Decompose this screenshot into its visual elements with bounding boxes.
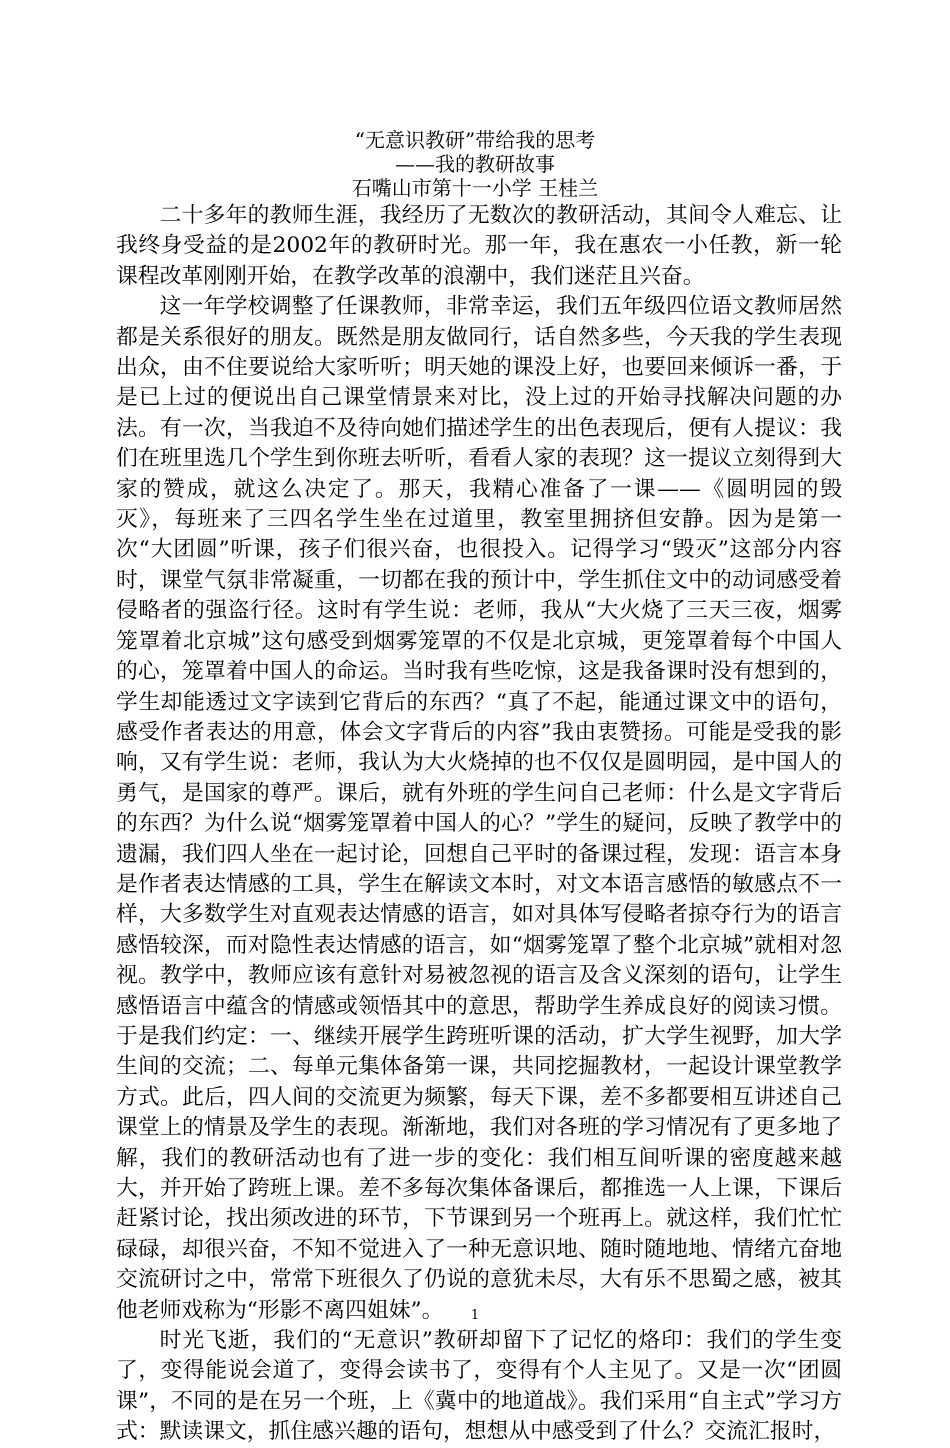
document-title: “无意识教研”带给我的思考 <box>354 128 596 152</box>
paragraph-1: 二十多年的教师生涯，我经历了无数次的教研活动，其间令人难忘、让我终身受益的是2002年的教研时光。那一年，我在惠农一小任教，新一轮课程改革刚刚开始，在教学改革的浪潮中，我们迷茫且兴奋。 <box>116 203 842 289</box>
document-byline: 石嘴山市第十一小学 王桂兰 <box>351 176 599 200</box>
paragraph-3: 时光飞逝，我们的“无意识”教研却留下了记忆的烙印：我们的学生变了，变得能说会道了，变得会读书了，变得有个人主见了。又是一次“团圆课”，不同的是在另一个班，上《冀中的地道战》。我们采用“自主式”学习方式：默读课文，抓住感兴趣的语句，想想从中感受到了什么？交流汇报时， <box>116 1328 842 1445</box>
document-body <box>116 201 842 1448</box>
document-subtitle: ——我的教研故事 <box>395 152 555 176</box>
page-number: 1 <box>470 1308 480 1323</box>
paragraph-2: 这一年学校调整了任课教师，非常幸运，我们五年级四位语文教师居然都是关系很好的朋友。既然是朋友做同行，话自然多些，今天我的学生表现出众，由不住要说给大家听听；明天她的课没上好，也要回来倾诉一番，于是已上过的便说出自己课堂情景来对比，没上过的开始寻找解决问题的办法。有一次，当我迫不及待向她们描述学生的出色表现后，便有人提议：我们在班里选几个学生到你班去听听，看看人家的表现？这一提议立刻得到大家的赞成，就这么决定了。那天，我精心准备了一课——《圆明园的毁灭》，每班来了三四名学生坐在过道里，教室里拥挤但安静。因为是第一次“大团圆”听课，孩子们很兴奋，也很投入。记得学习“毁灭”这部分内容时，课堂气氛非常凝重，一切都在我的预计中，学生抓住文中的动词感受着侵略者的强盗行径。这时有学生说：老师，我从“大火烧了三天三夜，烟雾笼罩着北京城”这句感受到烟雾笼罩的不仅是北京城，更笼罩着每个中国人的心，笼罩着中国人的命运。当时我有些吃惊，这是我备课时没有想到的，学生却能透过文字读到它背后的东西？“真了不起，能通过课文中的语句，感受作者表达的用意，体会文字背后的内容”我由衷赞扬。可能是受我的影响，又有学生说：老师，我认为大火烧掉的也不仅仅是圆明园，是中国人的勇气，是国家的尊严。课后，就有外班的学生问自己老师：什么是文字背后的东西？为什么说“烟雾笼罩着中国人的心？”学生的疑问，反映了教学中的遗漏，我们四人坐在一起讨论，回想自己平时的备课过程，发现：语言本身是作者表达情感的工具，学生在解读文本时，对文本语言感悟的敏感点不一样，大多数学生对直观表达情感的语言，如对具体写侵略者掠夺行为的语言感悟较深，而对隐性表达情感的语言，如“烟雾笼罩了整个北京城”就相对忽视。教学中，教师应该有意针对易被忽视的语言及含义深刻的语句，让学生感悟语言中蕴含的情感或领悟其中的意思，帮助学生养成良好的阅读习惯。于是我们约定：一、继续开展学生跨班听课的活动，扩大学生视野，加大学生间的交流；二、每单元集体备第一课，共同挖掘教材，一起设计课堂教学方式。此后，四人间的交流更为频繁，每天下课，差不多都要相互讲述自己课堂上的情景及学生的表现。渐渐地，我们对各班的学习情况有了更多地了解，我们的教研活动也有了进一步的变化：我们相互间听课的密度越来越大，并开始了跨班上课。差不多每次集体备课后，都推选一人上课，下课后赶紧讨论，找出须改进的环节，下节课到另一个班再上。就这样，我们忙忙碌碌，却很兴奋，不知不觉进入了一种无意识地、随时随地地、情绪亢奋地交流研讨之中，常常下班很久了仍说的意犹未尽，大有乐不思蜀之感，被其他老师戏称为“形影不离四姐妹”。 <box>116 294 842 1323</box>
